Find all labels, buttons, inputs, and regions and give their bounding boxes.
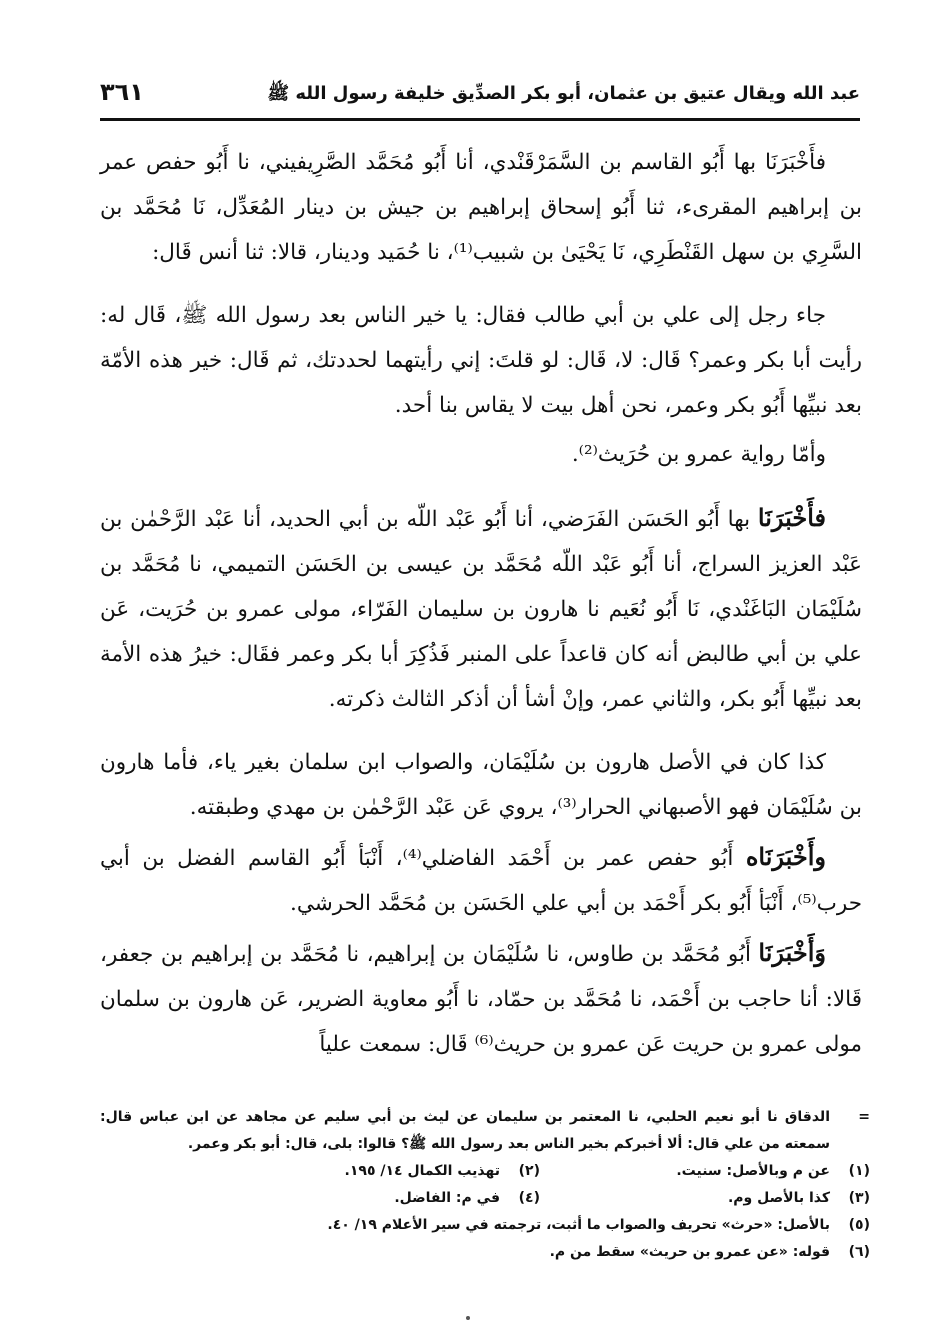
footnote-number: (٥) bbox=[848, 1217, 870, 1233]
footnote-number: (٦) bbox=[848, 1244, 870, 1260]
continuation-mark: = bbox=[858, 1109, 870, 1125]
footnote-text: كذا بالأصل وم. bbox=[727, 1190, 830, 1206]
paragraph-isnad-2 bbox=[100, 495, 862, 722]
footnote-row bbox=[100, 1185, 870, 1212]
footnote-1 bbox=[540, 1158, 870, 1185]
paragraph-text: بها أَبُو الحَسَن الفَرَضي، أنا أَبُو عَبْد اللّه بن أبي الحديد، أنا عَبْد الرَّحْمٰن بن عَبْد العزيز السراج، أنا أَبُو عَبْد اللّه مُحَمَّد بن عيسى بن الحَسَن التميمي، نا مُحَمَّد بن سُلَيْمَان البَاغَنْدي، نَا أَبُو نُعَيم نا هارون بن سليمان الفَرّاء، مولى عمرو بن حُرَيت، عَن علي بن أبي طالبض أنه كان قاعداً على المنبر فَذُكِرَ أبا بكر وعمر فقَال: خيرُ هذه الأمة بعد نبيِّها أَبُو بكر، والثاني عمر، وإنْ أشأ أن أذكر الثالث ذكرته. bbox=[100, 507, 862, 712]
paragraph-isnad-3 bbox=[100, 834, 862, 926]
paragraph-isnad-4 bbox=[100, 930, 862, 1067]
paragraph-hadith-1: جاء رجل إلى علي بن أبي طالب فقال: يا خير الناس بعد رسول الله ﷺ، قَال له: رأيت أبا بكر وعمر؟ قَال: لا، قَال: لو قلتَ: إني رأيتهما لحددتك، ثم قَال: خير هذه الأمّة بعد نبيِّها أَبُو بكر وعمر، نحن أهل بيت لا يقاس بنا أحد. bbox=[100, 303, 862, 418]
paragraph-editor-note: كذا كان في الأصل هارون بن سُلَيْمَان، والصواب ابن سلمان بغير ياء، فأما هارون بن سُلَيْمَان فهو الأصبهاني الحرار⁽³⁾، يروي عَن عَبْد الرَّحْمٰن بن مهدي وطبقته. bbox=[100, 750, 862, 820]
paragraph-isnad-1: فأَخْبَرَنَا بها أَبُو القاسم بن السَّمَرْقَنْدي، أنا أَبُو مُحَمَّد الصَّرِيفيني، نا أَبُو حفص عمر بن إبراهيم المقرىء، ثنا أَبُو إسحاق إبراهيم بن جيش بن دينار المُعَدِّل، نَا مُحَمَّد بن السَّرِي بن سهل القَنْطَرِي، نَا يَحْيَىٰ بن شبيب⁽¹⁾، نا حُمَيد ودينار، قالا: ثنا أنس قَال: bbox=[100, 150, 862, 265]
footnotes bbox=[100, 1104, 870, 1266]
print-mark bbox=[466, 1316, 470, 1320]
paragraph-riwaya-heading: وأمّا رواية عمرو بن حُرَيث⁽²⁾. bbox=[571, 442, 826, 467]
running-header bbox=[100, 78, 860, 121]
running-title: عبد الله ويقال عتيق بن عثمان، أبو بكر الصدِّيق خليفة رسول الله ﷺ bbox=[267, 83, 860, 104]
page-number: ٣٦١ bbox=[100, 78, 144, 106]
footnote-number: (٢) bbox=[518, 1163, 540, 1179]
footnote-number: (٣) bbox=[848, 1190, 870, 1206]
footnote-5 bbox=[100, 1212, 870, 1239]
footnote-text: بالأصل: «حرث» تحريف والصواب ما أثبت، ترجمته في سير الأعلام ١٩/ ٤٠. bbox=[327, 1217, 830, 1233]
paragraph-text: أَبُو حفص عمر بن أَحْمَد الفاضلي⁽⁴⁾، أَنْبَأ أَبُو القاسم الفضل بن أبي حرب⁽⁵⁾، أَنْبَأ أَبُو بكر أَحْمَد بن أبي علي الحَسَن بن مُحَمَّد الحرشي. bbox=[100, 846, 862, 916]
bold-lead-word: فأَخْبَرَنَا bbox=[757, 503, 826, 532]
footnote-number: (٤) bbox=[518, 1190, 540, 1206]
footnote-text: في م: الفاضل. bbox=[394, 1190, 500, 1206]
footnote-6 bbox=[100, 1239, 870, 1266]
footnote-continuation-text: الدقاق نا أبو نعيم الحلبي، نا المعتمر بن سليمان عن ليث بن أبي سليم عن مجاهد عن ابن عباس قال: سمعته من علي قال: ألا أخبركم بخير الناس بعد رسول الله ﷺ؟ قالوا: بلى، قال: أبو بكر وعمر. bbox=[100, 1109, 830, 1152]
bold-lead-word: وَأَخْبَرَنَا bbox=[758, 938, 826, 967]
footnote-4 bbox=[394, 1185, 540, 1212]
paragraph-text: أَبُو مُحَمَّد بن طاوس، نا سُلَيْمَان بن إبراهيم، نا مُحَمَّد بن إبراهيم بن جعفر، قَالا: أنا حاجب بن أَحْمَد، نا مُحَمَّد بن حمّاد، نا أَبُو معاوية الضرير، عَن هارون بن سلمان مولى عمرو بن حريت عَن عمرو بن حريث⁽⁶⁾ قَال: سمعت علياً bbox=[100, 942, 862, 1057]
footnote-text: تهذيب الكمال ١٤/ ١٩٥. bbox=[344, 1163, 500, 1179]
footnote-continuation bbox=[100, 1104, 870, 1158]
footnote-row bbox=[100, 1158, 870, 1185]
footnote-text: عن م وبالأصل: سنيت. bbox=[676, 1163, 830, 1179]
bold-lead-word: وأَخْبَرَنَاه bbox=[745, 842, 826, 871]
footnote-3 bbox=[540, 1185, 870, 1212]
main-text bbox=[100, 140, 862, 1085]
footnote-text: قوله: «عن عمرو بن حريث» سقط من م. bbox=[549, 1244, 830, 1260]
footnote-number: (١) bbox=[848, 1163, 870, 1179]
footnote-2 bbox=[345, 1158, 540, 1185]
